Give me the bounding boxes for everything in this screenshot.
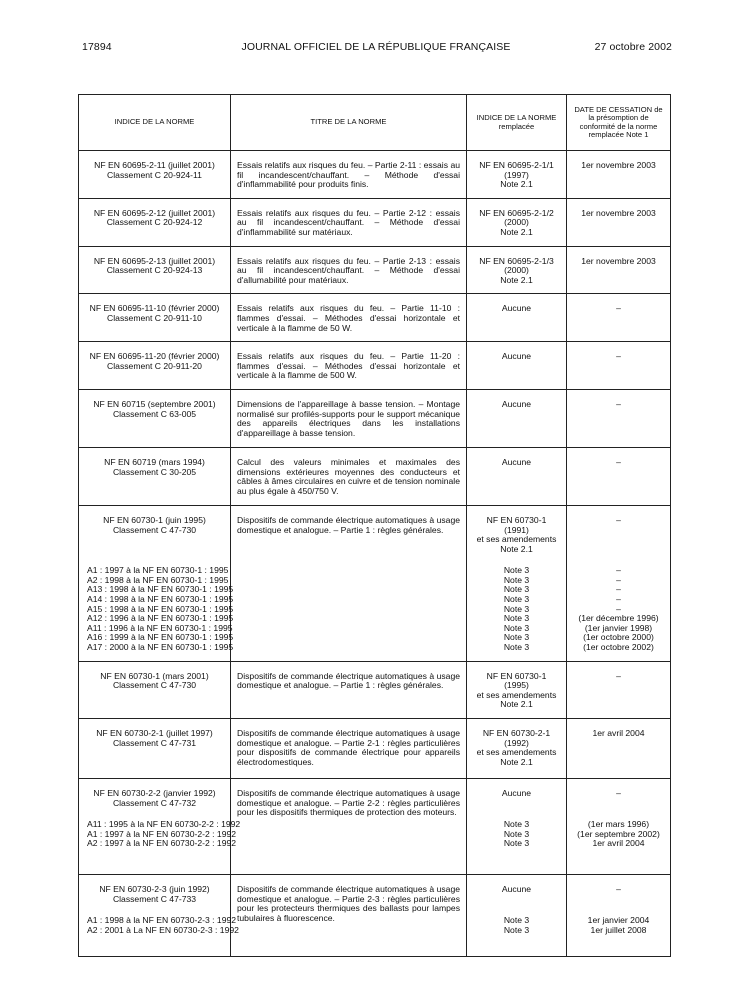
cessation-date-cell [567, 505, 671, 661]
cessation-date-line: – [616, 351, 621, 362]
norm-title-cell [231, 342, 467, 390]
norm-title-cell [231, 505, 467, 661]
amendment-replaced: Note 3 [503, 915, 530, 926]
norm-index-line: Classement C 47-731 [112, 737, 197, 748]
norm-index-cell [79, 505, 234, 661]
replaced-norm-line: Aucune [501, 788, 532, 799]
norm-index-line: Classement C 20-924-11 [107, 169, 202, 180]
norm-index-cell [79, 294, 231, 342]
replaced-norm-line: et ses amendements [476, 747, 557, 758]
norm-index-cell [79, 151, 231, 199]
cessation-date-cell [567, 246, 671, 294]
cessation-date-cell [567, 779, 671, 875]
norm-title-cell [231, 151, 467, 199]
table-row [79, 505, 671, 661]
cessation-date-cell [567, 151, 671, 199]
column-header-index: INDICE DE LA NORME [79, 95, 231, 151]
replaced-norm-line: et ses amendements [476, 689, 557, 700]
amendment-index: A13 : 1998 à la NF EN 60730-1 : 1995 [87, 584, 234, 595]
column-header-cessation: DATE DE CESSATION de la présomption de conformité de la norme remplacée Note 1 [567, 95, 671, 151]
cessation-date-line: – [616, 303, 621, 314]
amendment-replaced: Note 3 [503, 819, 530, 830]
norm-index-line: NF EN 60730-2-3 (juin 1992) [99, 884, 210, 895]
norm-index-cell [79, 447, 231, 505]
amendment-replaced: Note 3 [503, 622, 530, 633]
amendment-replaced: Note 3 [503, 584, 530, 595]
amendment-replaced: Note 3 [503, 603, 530, 614]
replaced-norm-cell [467, 342, 567, 390]
norm-index-line: NF EN 60695-2-12 (juillet 2001) [93, 207, 216, 218]
norm-index-line: Classement C 47-730 [112, 680, 197, 691]
norm-index-line: Classement C 20-911-10 [107, 312, 202, 323]
replaced-norm-line: (1995) [504, 680, 529, 691]
norm-index-line: Classement C 20-924-12 [106, 217, 203, 228]
spacer [569, 526, 668, 567]
cessation-date-cell [567, 661, 671, 718]
replaced-norm-line: NF EN 60730-2-1 [482, 728, 551, 739]
norm-index-line: NF EN 60730-1 (mars 2001) [100, 670, 209, 681]
amendment-replaced: Note 3 [503, 613, 530, 624]
spacer [81, 535, 228, 566]
amendment-cessation: – [616, 574, 621, 585]
norm-title-text: Calcul des valeurs minimales et maximales des dimensions extérieures moyennes des conducteurs et câbles à âmes circulaires en cuivre et de tension nominale au plus égale à 450/750 V. [237, 456, 460, 496]
norm-title-cell [231, 447, 467, 505]
publication-date: 27 octobre 2002 [594, 41, 672, 53]
table-row [79, 447, 671, 505]
norm-title-text: Dispositifs de commande électrique automatiques à usage domestique et analogue. – Partie 2-3 : règles particulières pour les protecteurs thermiques des ballasts pour lampes tubulaires à fluorescence. [237, 884, 460, 923]
norm-index-line: NF EN 60695-2-13 (juillet 2001) [93, 255, 216, 266]
table-row [79, 779, 671, 875]
replaced-norm-line: NF EN 60730-1 [486, 670, 547, 681]
replaced-norm-cell [467, 294, 567, 342]
replaced-norm-cell [467, 198, 567, 246]
amendment-cessation: 1er janvier 2004 [587, 915, 650, 926]
amendment-index: A11 : 1996 à la NF EN 60730-1 : 1995 [87, 622, 233, 633]
norm-index-cell [79, 719, 231, 779]
replaced-norm-line: Note 2.1 [500, 543, 533, 554]
table-row [79, 661, 671, 718]
norm-index-cell [79, 875, 239, 957]
norm-index-line: NF EN 60730-2-2 (janvier 1992) [93, 788, 216, 799]
norm-title-text: Essais relatifs aux risques du feu. – Partie 2-12 : essais au fil incandescent/chauffant. – Méthode d'essai d'inflammabilité sur matériaux. [237, 207, 460, 237]
norm-title-text: Essais relatifs aux risques du feu. – Partie 2-11 : essais au fil incandescent/chauffant. – Méthode d'essai d'inflammabilité pour produits finis. [237, 160, 460, 190]
norm-title-text: Dispositifs de commande électrique automatiques à usage domestique et analogue. – Partie 2-2 : règles particulières pour les dispositifs thermiques de protection des moteurs. [237, 788, 460, 818]
amendment-replaced: Note 3 [503, 828, 530, 839]
norm-title-cell [231, 661, 467, 718]
norm-title-text: Essais relatifs aux risques du feu. – Partie 11-20 : flammes d'essai. – Méthodes d'essai horizontale et verticale à la flamme de 500 W. [237, 351, 460, 381]
cessation-date-cell [567, 875, 671, 957]
replaced-norm-line: NF EN 60695-2-1/1 [479, 160, 554, 170]
table-row [79, 342, 671, 390]
amendment-index: A1 : 1997 à la NF EN 60730-2-2 : 1992 [87, 828, 237, 839]
norm-title-cell [231, 719, 467, 779]
amendment-index: A11 : 1995 à la NF EN 60730-2-2 : 1992 [87, 819, 241, 830]
table-row [79, 875, 671, 957]
page-number: 17894 [82, 41, 112, 53]
amendment-cessation: (1er octobre 2000) [583, 632, 654, 643]
replaced-norm-line: Aucune [501, 303, 532, 314]
cessation-date-line: – [616, 884, 621, 895]
amendment-index: A2 : 2001 à La NF EN 60730-2-3 : 1992 [87, 924, 239, 935]
norm-title-text: Dispositifs de commande électrique automatiques à usage domestique et analogue. – Partie 1 : règles générales. [237, 514, 460, 535]
cessation-date-line: – [616, 670, 621, 681]
norm-title-text: Essais relatifs aux risques du feu. – Partie 11-10 : flammes d'essai. – Méthodes d'essai horizontale et verticale à la flamme de 50 W. [237, 303, 460, 333]
column-header-title: TITRE DE LA NORME [231, 95, 467, 151]
norm-index-line: NF EN 60719 (mars 1994) [104, 456, 205, 467]
amendment-replaced: Note 3 [503, 565, 530, 576]
amendment-cessation: (1er septembre 2002) [577, 828, 660, 839]
norm-title-cell [231, 198, 467, 246]
norm-title-text: Dispositifs de commande électrique automatiques à usage domestique et analogue. – Partie 1 : règles générales. [237, 670, 460, 691]
replaced-norm-line: NF EN 60695-2-1/3 [479, 255, 554, 266]
norm-title-text: Dimensions de l'appareillage à basse tension. – Montage normalisé sur profilés-supports pour le support mécanique des appareils électriques dans les installations d'appareillage à basse tension. [237, 398, 460, 438]
amendment-replaced: Note 3 [503, 838, 530, 849]
norm-index-cell [79, 389, 231, 447]
replaced-norm-cell [467, 875, 567, 957]
norm-index-line: Classement C 20-911-20 [107, 360, 202, 371]
cessation-date-cell [567, 198, 671, 246]
replaced-norm-cell [467, 447, 567, 505]
replaced-norm-line: (1991) [504, 524, 529, 535]
norm-index-line: NF EN 60695-11-10 (février 2000) [89, 303, 220, 314]
replaced-norm-cell [467, 719, 567, 779]
norm-index-line: Classement C 47-732 [112, 797, 197, 808]
norm-title-cell [231, 779, 467, 875]
amendment-index: A12 : 1996 à la NF EN 60730-1 : 1995 [87, 613, 234, 624]
norm-index-line: Classement C 63-005 [112, 408, 197, 419]
amendment-index: A16 : 1999 à la NF EN 60730-1 : 1995 [87, 632, 234, 643]
replaced-norm-cell [467, 246, 567, 294]
replaced-norm-cell [467, 661, 567, 718]
replaced-norm-line: Aucune [501, 456, 532, 467]
journal-title: JOURNAL OFFICIEL DE LA RÉPUBLIQUE FRANÇAISE [241, 41, 511, 53]
amendment-replaced: Note 3 [503, 594, 530, 605]
table-row [79, 294, 671, 342]
norm-index-line: NF EN 60730-2-1 (juillet 1997) [96, 728, 213, 739]
amendment-index: A17 : 2000 à la NF EN 60730-1 : 1995 [87, 642, 234, 653]
norm-index-cell [79, 779, 241, 875]
cessation-date-line: – [616, 398, 621, 409]
amendment-cessation: 1er juillet 2008 [590, 924, 647, 935]
amendment-replaced: Note 3 [503, 924, 530, 935]
norm-title-cell [231, 875, 467, 957]
amendment-index: A1 : 1998 à la NF EN 60730-2-3 : 1992 [87, 915, 237, 926]
replaced-norm-cell [467, 389, 567, 447]
table-row [79, 246, 671, 294]
norm-title-cell [231, 389, 467, 447]
replaced-norm-line: Aucune [501, 398, 532, 409]
replaced-norm-line: Note 2.1 [500, 699, 533, 710]
spacer [469, 895, 564, 917]
replaced-norm-line: Note 2.1 [500, 179, 533, 190]
replaced-norm-line: Note 2.1 [500, 226, 533, 237]
norm-index-line: NF EN 60730-1 (juin 1995) [103, 514, 206, 525]
amendment-cessation: (1er janvier 1998) [584, 622, 653, 633]
standards-table [78, 94, 671, 957]
cessation-date-cell [567, 294, 671, 342]
cessation-date-line: – [616, 788, 621, 799]
norm-index-line: NF EN 60715 (septembre 2001) [93, 398, 216, 409]
cessation-date-line: 1er novembre 2003 [581, 255, 656, 266]
replaced-norm-cell [467, 779, 567, 875]
norm-title-text: Essais relatifs aux risques du feu. – Partie 2-13 : essais au fil incandescent/chauffant. – Méthode d'essai d'allumabilité pour matériaux. [237, 255, 460, 285]
column-header-replaced: INDICE DE LA NORME remplacée [467, 95, 567, 151]
amendment-index: A14 : 1998 à la NF EN 60730-1 : 1995 [87, 594, 234, 605]
cessation-date-line: 1er novembre 2003 [581, 207, 656, 218]
amendment-index: A15 : 1998 à la NF EN 60730-1 : 1995 [87, 603, 234, 614]
replaced-norm-line: Aucune [501, 884, 532, 895]
replaced-norm-line: Aucune [501, 351, 532, 362]
replaced-norm-line: et ses amendements [476, 534, 557, 545]
amendment-replaced: Note 3 [503, 642, 530, 653]
replaced-norm-line: NF EN 60695-2-1/2 [479, 207, 554, 218]
replaced-norm-cell [467, 151, 567, 199]
norm-index-line: NF EN 60695-11-20 (février 2000) [89, 351, 220, 362]
table-row [79, 198, 671, 246]
table-header-row [79, 95, 671, 151]
norm-index-line: Classement C 47-733 [112, 893, 197, 904]
amendment-cessation: (1er décembre 1996) [578, 613, 659, 624]
norm-index-cell [79, 246, 231, 294]
replaced-norm-line: Note 2.1 [500, 756, 533, 767]
norm-index-cell [79, 198, 231, 246]
amendment-cessation: (1er octobre 2002) [583, 642, 654, 653]
replaced-norm-line: (2000) [504, 217, 529, 228]
cessation-date-line: – [616, 456, 621, 467]
table-row [79, 719, 671, 779]
cessation-date-line: – [616, 514, 621, 525]
spacer [469, 799, 564, 821]
replaced-norm-line: NF EN 60730-1 [486, 514, 547, 525]
amendment-cessation: – [616, 603, 621, 614]
replaced-norm-line: Note 2.1 [500, 274, 533, 285]
cessation-date-line: 1er novembre 2003 [581, 160, 656, 170]
norm-title-text: Dispositifs de commande électrique automatiques à usage domestique et analogue. – Partie 2-1 : règles particulières pour dispositifs de commande électrique pour appareils électrodomestiques. [237, 728, 460, 767]
amendment-index: A2 : 1997 à la NF EN 60730-2-2 : 1992 [87, 838, 237, 849]
norm-index-cell [79, 342, 231, 390]
norm-index-cell [79, 661, 231, 718]
table-row [79, 389, 671, 447]
norm-index-line: Classement C 47-730 [112, 524, 197, 535]
spacer [569, 799, 668, 821]
cessation-date-cell [567, 342, 671, 390]
amendment-replaced: Note 3 [503, 632, 530, 643]
amendment-cessation: 1er avril 2004 [592, 838, 645, 849]
replaced-norm-line: (1992) [504, 737, 529, 748]
norm-title-cell [231, 246, 467, 294]
norm-title-cell [231, 294, 467, 342]
amendment-index: A1 : 1997 à la NF EN 60730-1 : 1995 [87, 565, 229, 576]
amendment-cessation: – [616, 584, 621, 595]
norm-index-line: NF EN 60695-2-11 (juillet 2001) [94, 160, 215, 170]
norm-index-line: Classement C 30-205 [112, 466, 197, 477]
spacer [569, 895, 668, 917]
cessation-date-line: 1er avril 2004 [592, 728, 645, 739]
replaced-norm-line: (1997) [504, 169, 529, 180]
amendment-index: A2 : 1998 à la NF EN 60730-1 : 1995 [87, 574, 229, 585]
amendment-replaced: Note 3 [503, 574, 530, 585]
amendment-cessation: (1er mars 1996) [587, 819, 650, 830]
cessation-date-cell [567, 719, 671, 779]
amendment-cessation: – [616, 594, 621, 605]
cessation-date-cell [567, 389, 671, 447]
replaced-norm-line: (2000) [504, 265, 529, 276]
amendment-cessation: – [616, 565, 621, 576]
table-body [79, 151, 671, 957]
table-row [79, 151, 671, 199]
norm-index-line: Classement C 20-924-13 [106, 265, 203, 276]
cessation-date-cell [567, 447, 671, 505]
replaced-norm-cell [467, 505, 567, 661]
